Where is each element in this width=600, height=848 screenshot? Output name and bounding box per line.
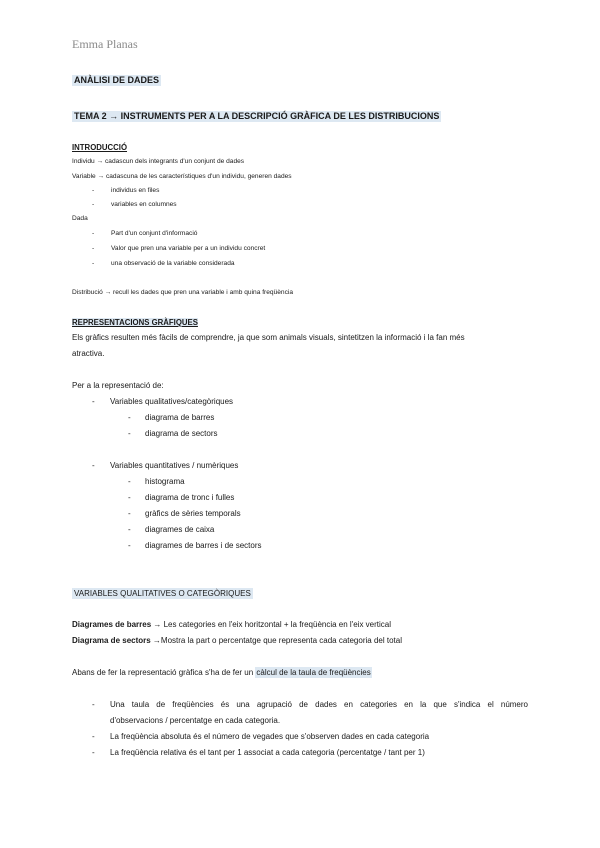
- list-item: Part d'un conjunt d'informació: [111, 230, 198, 237]
- list-item: una observació de la variable considerada: [111, 260, 235, 267]
- repr-heading: [72, 318, 198, 327]
- document-title: [72, 75, 161, 85]
- repr-para-line1: Els gràfics resulten més fàcils de comprendre, ja que som animals visuals, sintetitzen la informació i la fan més: [72, 333, 465, 342]
- bullet-dash: -: [92, 187, 95, 194]
- qual-barres-text: → Les categories en l'eix horitzontal + la freqüència en l'eix vertical: [151, 620, 392, 629]
- qual-heading: [72, 589, 253, 598]
- repr-heading-text: REPRESENTACIONS GRÀFIQUES: [72, 318, 198, 327]
- list-item: diagrama de tronc i fulles: [145, 493, 235, 502]
- bullet-dash: -: [92, 201, 95, 208]
- bullet-dash: -: [92, 732, 95, 741]
- bullet-dash: -: [92, 700, 95, 709]
- qual-barres: [72, 620, 391, 629]
- bullet-dash: -: [128, 477, 131, 486]
- bullet-dash: -: [92, 461, 95, 470]
- qual-sectors-text: →Mostra la part o percentatge que representa cada categoria del total: [150, 636, 402, 645]
- list-item: diagrama de barres: [145, 413, 215, 422]
- list-item: diagrama de sectors: [145, 429, 218, 438]
- bullet-dash: -: [128, 525, 131, 534]
- list-item: individus en files: [111, 187, 160, 194]
- intro-heading: INTRODUCCIÓ: [72, 143, 128, 152]
- list-item: diagrames de barres i de sectors: [145, 541, 262, 550]
- qual-heading-text: VARIABLES QUALITATIVES O CATEGÒRIQUES: [74, 589, 251, 598]
- bullet-dash: -: [92, 397, 95, 406]
- bullet-dash: -: [92, 748, 95, 757]
- repr-qual-label: Variables qualitatives/categòriques: [110, 397, 234, 406]
- qual-abans-text: Abans de fer la representació gràfica s'ha de fer un: [72, 668, 256, 677]
- bullet-dash: -: [128, 413, 131, 422]
- qual-bullet3: La freqüència relativa és el tant per 1 associat a cada categoria (percentatge / tant per 1): [110, 748, 425, 757]
- bullet-dash: -: [92, 230, 95, 237]
- bullet-dash: -: [92, 260, 95, 267]
- tema-heading: [72, 111, 441, 121]
- qual-sectors: [72, 636, 402, 645]
- qual-sectors-label: Diagrama de sectors: [72, 636, 151, 645]
- qual-abans-highlight: càlcul de la taula de freqüències: [256, 668, 371, 677]
- bullet-dash: -: [92, 245, 95, 252]
- repr-quant-label: Variables quantitatives / numèriques: [110, 461, 239, 470]
- intro-dada: Dada: [72, 215, 88, 222]
- list-item: Valor que pren una variable per a un individu concret: [111, 245, 266, 252]
- tema-heading-text: TEMA 2 → INSTRUMENTS PER A LA DESCRIPCIÓ GRÀFICA DE LES DISTRIBUCIONS: [74, 111, 440, 121]
- author-name: Emma Planas: [72, 37, 138, 51]
- repr-para-line2: atractiva.: [72, 349, 105, 358]
- list-item: diagrames de caixa: [145, 525, 215, 534]
- bullet-dash: -: [128, 429, 131, 438]
- repr-per-a: Per a la representació de:: [72, 381, 164, 390]
- bullet-dash: -: [128, 509, 131, 518]
- bullet-dash: -: [128, 541, 131, 550]
- qual-abans: [72, 668, 372, 677]
- list-item: gràfics de sèries temporals: [145, 509, 241, 518]
- bullet-dash: -: [128, 493, 131, 502]
- intro-distribucio: Distribució → recull les dades que pren una variable i amb quina freqüència: [72, 289, 294, 296]
- qual-bullet1-line1: Una taula de freqüències és una agrupació de dades en categories en la que s'indica el número: [110, 700, 528, 709]
- qual-bullet2: La freqüència absoluta és el número de vegades que s'observen dades en cada categoria: [110, 732, 430, 741]
- document-title-text: ANÀLISI DE DADES: [74, 75, 160, 85]
- intro-variable: Variable → cadascuna de les característiques d'un individu, generen dades: [72, 173, 292, 180]
- qual-bullet1-line2: d'observacions / percentatge en cada categoria.: [110, 716, 281, 725]
- list-item: histograma: [145, 477, 185, 486]
- qual-barres-label: Diagrames de barres: [72, 620, 152, 629]
- intro-individu: Individu → cadascun dels integrants d'un conjunt de dades: [72, 158, 245, 165]
- list-item: variables en columnes: [111, 201, 177, 208]
